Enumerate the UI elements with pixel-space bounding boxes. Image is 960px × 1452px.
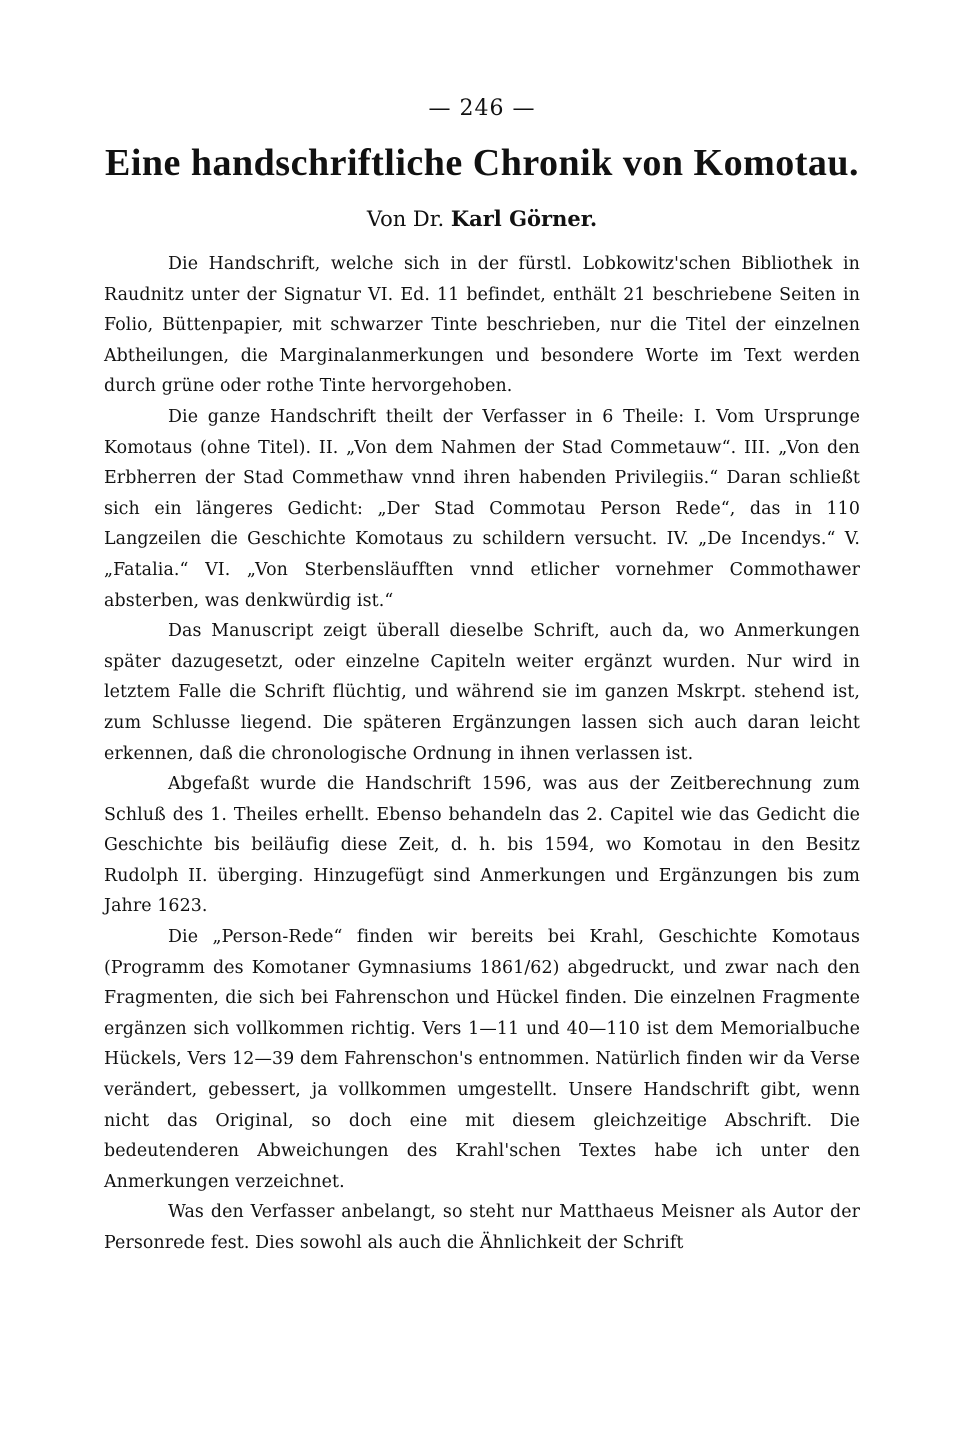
paragraph: Die „Person-Rede“ finden wir bereits bei Krahl, Geschichte Komotaus (Programm des Komotaner Gymnasiums 1861/62) abgedruckt, und zwar nach den Fragmenten, die sich bei Fahrenschon und Hückel finden. Die einzelnen Fragmente ergänzen sich vollkommen richtig. Vers 1—11 und 40—110 ist dem Memorialbuche Hückels, Vers 12—39 dem Fahrenschon's entnommen. Natürlich finden wir da Verse verändert, gebessert, ja vollkommen umgestellt. Unsere Handschrift gibt, wenn nicht das Original, so doch eine mit diesem gleichzeitige Abschrift. Die bedeutenderen Abweichungen des Krahl'schen Textes habe ich unter den Anmerkungen verzeichnet.	[104, 927, 860, 1192]
author-line	[104, 205, 860, 233]
paragraph: Die Handschrift, welche sich in der fürstl. Lobkowitz'schen Bibliothek in Raudnitz unter der Signatur VI. Ed. 11 befindet, enthält 21 beschriebene Seiten in Folio, Büttenpapier, mit schwarzer Tinte beschrieben, nur die Titel der einzelnen Abtheilungen, die Marginalanmerkungen und besondere Worte im Text werden durch grüne oder rothe Tinte hervorgehoben.	[104, 254, 860, 397]
paragraph: Die ganze Handschrift theilt der Verfasser in 6 Theile: I. Vom Ursprunge Komotaus (ohne Titel). II. „Von dem Nahmen der Stad Commetauw“. III. „Von den Erbherren der Stad Commethaw vnnd ihren habenden Privilegiis.“ Daran schließt sich ein längeres Gedicht: „Der Stad Commotau Person Rede“, das in 110 Langzeilen die Geschichte Komotaus zu schildern versucht. IV. „De Incendys.“ V. „Fatalia.“ VI. „Von Sterbensläufften vnnd etlicher vornehmer Commothawer absterben, was denkwürdig ist.“	[104, 406, 860, 611]
paragraph: Was den Verfasser anbelangt, so steht nur Matthaeus Meisner als Autor der Personrede fest. Dies sowohl als auch die Ähnlichkeit der Schrift	[104, 1202, 860, 1253]
page-number: — 246 —	[428, 96, 536, 121]
body-text	[104, 249, 860, 1259]
paragraph: Abgefaßt wurde die Handschrift 1596, was aus der Zeitberechnung zum Schluß des 1. Theiles erhellt. Ebenso behandeln das 2. Capitel wie das Gedicht die Geschichte bis beiläufig diese Zeit, d. h. bis 1594, wo Komotau in den Besitz Rudolph II. überging. Hinzugefügt sind Anmerkungen und Ergänzungen bis zum Jahre 1623.	[104, 774, 860, 917]
author-prefix: Von Dr.	[366, 207, 445, 231]
paragraph: Das Manuscript zeigt überall dieselbe Schrift, auch da, wo Anmerkungen später dazugesetzt, oder einzelne Capiteln weiter ergänzt wurden. Nur wird in letztem Falle die Schrift flüchtig, und während sie im ganzen Mskrpt. stehend ist, zum Schlusse liegend. Die späteren Ergänzungen lassen sich auch daran leicht erkennen, daß die chronologische Ordnung in ihnen verlassen ist.	[104, 621, 860, 764]
author-name: Karl Görner.	[450, 206, 598, 231]
document-page	[104, 96, 860, 1259]
article-title: Eine handschriftliche Chronik von Komotau.	[104, 142, 860, 184]
